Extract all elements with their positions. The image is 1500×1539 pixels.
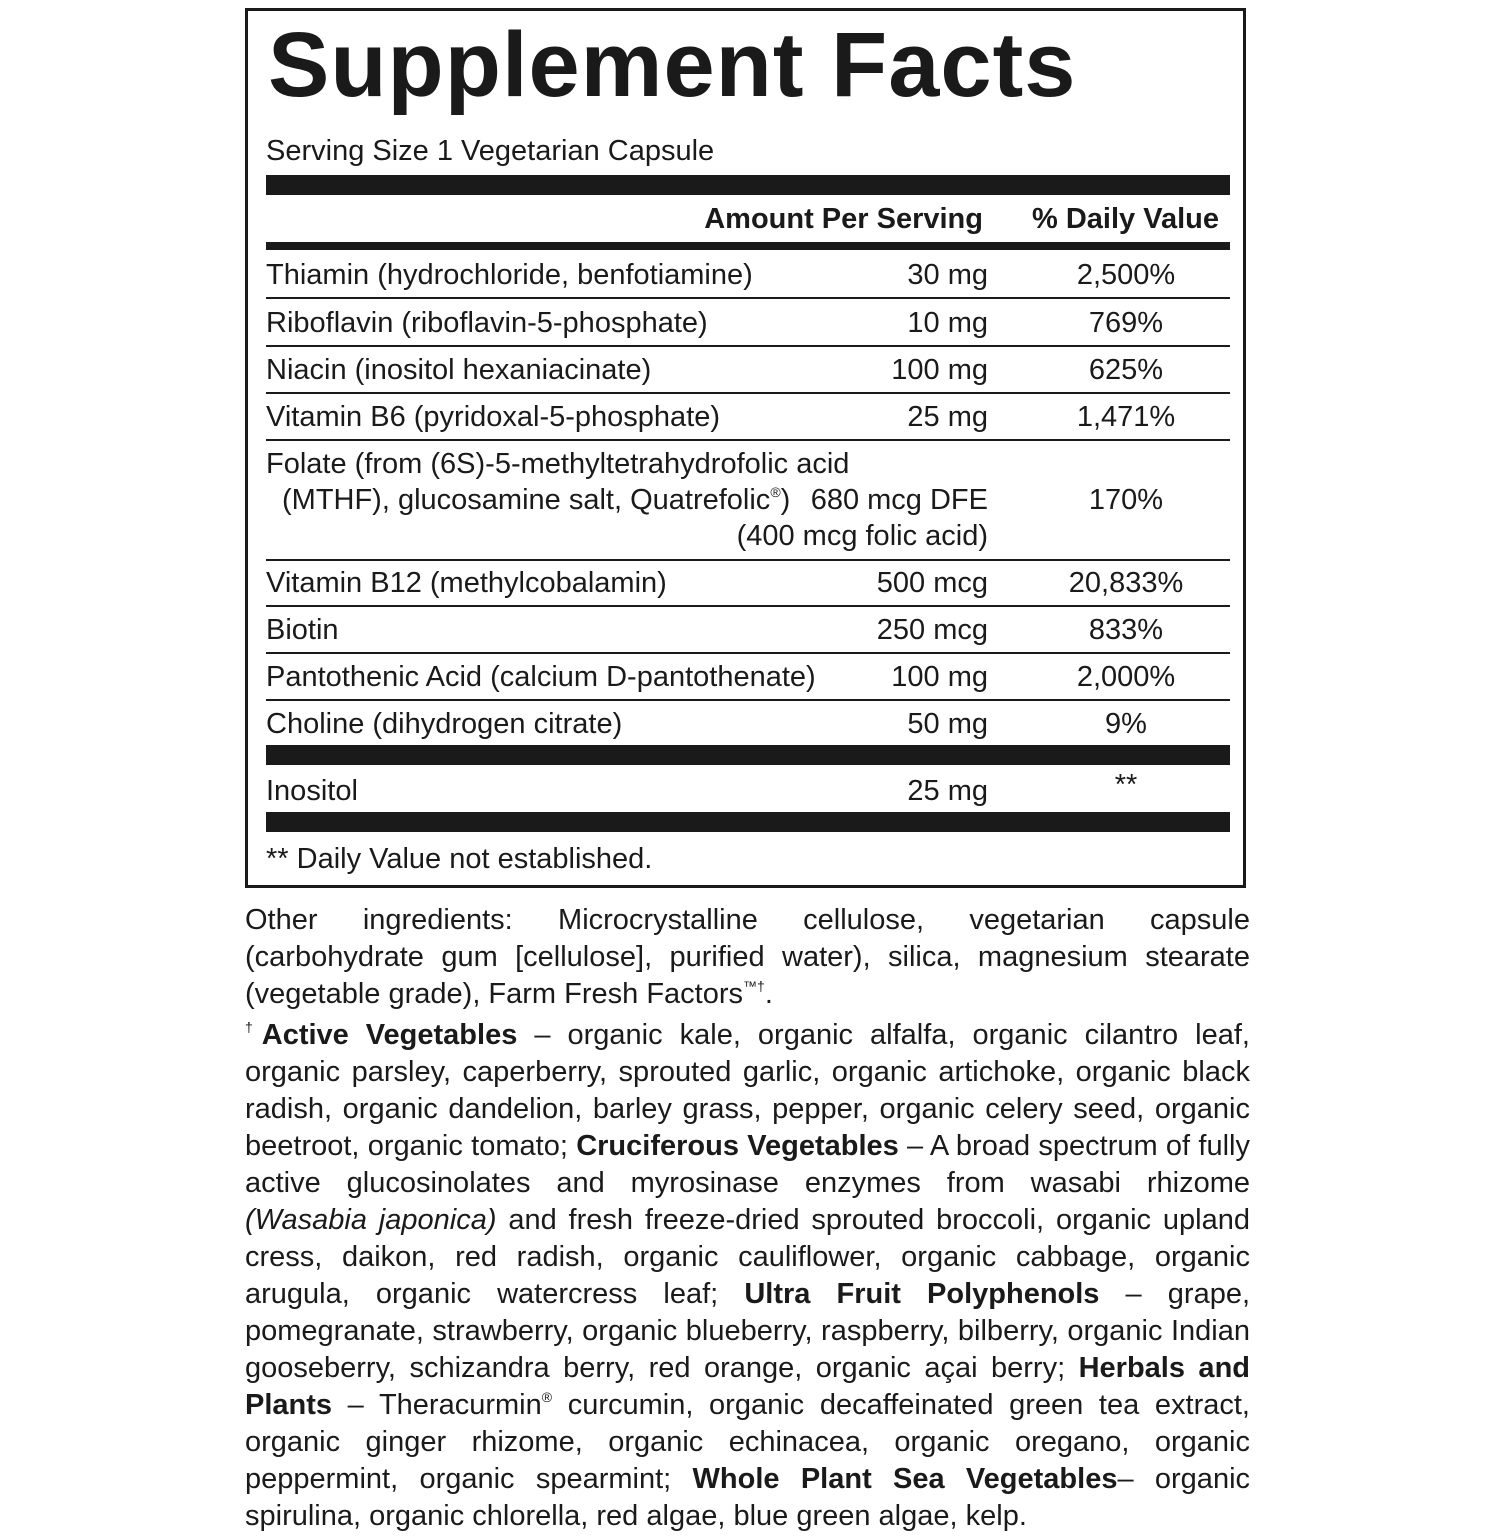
dagger-mark: † [245,1019,262,1035]
nutrient-dv: 1,471% [1076,401,1176,433]
header-daily-value: % Daily Value [1032,203,1219,235]
trademark-dagger: ™† [743,978,765,994]
nutrient-amount: 50 mg [907,708,988,740]
row-divider [266,392,1230,394]
nutrient-dv: ** [1114,769,1138,801]
supplement-facts-panel [245,8,1246,888]
row-divider [266,297,1230,299]
row-divider [266,345,1230,347]
registered-mark: ® [541,1389,553,1405]
proprietary-blend: †Active Vegetables – organic kale, organic alfalfa, organic cilantro leaf, organic parsley, caperberry, sprouted garlic, organic artichoke, organic black radish, organic dandelion, barley grass, pepper, organic celery seed, organic beetroot, organic tomato; Cruciferous Vegetables – A broad spectrum of fully active glucosinolates and myrosinase enzymes from wasabi rhizome (Wasabia japonica) and fresh freeze-dried sprouted broccoli, organic upland cress, daikon, red radish, organic cauliflower, organic cabbage, organic arugula, organic watercress leaf; Ultra Fruit Polyphenols – grape, pomegranate, strawberry, organic blueberry, raspberry, bilberry, organic Indian gooseberry, schizandra berry, red orange, organic açai berry; Herbals and Plants – Theracurmin® curcumin, organic decaffeinated green tea extract, organic ginger rhizome, organic echinacea, organic oregano, organic peppermint, organic spearmint; Whole Plant Sea Vegetables– organic spirulina, organic chlorella, red algae, blue green algae, kelp. [245,1019,1251,1532]
row-divider [266,439,1230,441]
nutrient-name: Pantothenic Acid (calcium D-pantothenate) [266,661,816,693]
folate-name-line2: (MTHF), glucosamine salt, Quatrefolic®) [282,484,791,516]
nutrient-dv: 769% [1088,307,1164,339]
row-divider [266,699,1230,701]
thick-divider [266,812,1230,832]
nutrient-dv: 2,000% [1076,661,1176,693]
latin-name: (Wasabia japonica) [245,1204,497,1236]
nutrient-name: Biotin [266,614,339,646]
nutrient-name: Choline (dihydrogen citrate) [266,708,623,740]
nutrient-amount: 250 mcg [876,614,988,646]
header-amount: Amount Per Serving [704,203,983,235]
blend-heading: Active Vegetables [261,1019,518,1051]
folate-amount-note: (400 mcg folic acid) [736,520,988,552]
nutrient-dv: 833% [1088,614,1164,646]
nutrient-amount: 25 mg [907,401,988,433]
medium-divider [266,242,1230,250]
blend-heading: Cruciferous Vegetables [576,1130,899,1162]
thick-divider [266,175,1230,195]
row-divider [266,652,1230,654]
row-divider [266,605,1230,607]
nutrient-amount: 100 mg [891,661,988,693]
row-divider [266,559,1230,561]
nutrient-dv: 20,833% [1068,567,1184,599]
nutrient-amount: 500 mcg [876,567,988,599]
daily-value-footnote: ** Daily Value not established. [266,843,653,875]
other-ingredients: Other ingredients: Microcrystalline cellulose, vegetarian capsule (carbohydrate gum [cellulose], purified water), silica, magnesium stearate (vegetable grade), Farm Fresh Factors™†. [245,904,1250,1010]
blend-heading: Herbals and Plants [245,1352,1250,1421]
registered-mark: ® [770,484,781,500]
blend-heading: Ultra Fruit Polyphenols [744,1278,1100,1310]
ingredients-section [245,902,1250,1539]
nutrient-name: Vitamin B12 (methylcobalamin) [266,567,667,599]
thick-divider [266,745,1230,765]
nutrient-name: Inositol [266,775,358,807]
nutrient-dv: 625% [1088,354,1164,386]
nutrient-name: Thiamin (hydrochloride, benfotiamine) [266,259,753,291]
nutrient-name: Riboflavin (riboflavin-5-phosphate) [266,307,708,339]
folate-name-line1: Folate (from (6S)-5-methyltetrahydrofolic acid [266,448,850,480]
nutrient-amount: 10 mg [907,307,988,339]
nutrient-amount: 100 mg [891,354,988,386]
serving-size: Serving Size 1 Vegetarian Capsule [266,135,715,167]
panel-title: Supplement Facts [268,14,1077,116]
blend-heading: Whole Plant Sea Vegetables [692,1463,1118,1495]
nutrient-amount: 30 mg [907,259,988,291]
nutrient-name: Vitamin B6 (pyridoxal-5-phosphate) [266,401,721,433]
folate-row [266,448,1230,558]
nutrient-amount: 25 mg [907,775,988,807]
folate-dv: 170% [1088,484,1164,516]
nutrient-name: Niacin (inositol hexaniacinate) [266,354,652,386]
nutrient-dv: 2,500% [1076,259,1176,291]
nutrient-dv: 9% [1105,708,1147,740]
folate-amount: 680 mcg DFE [810,484,988,516]
